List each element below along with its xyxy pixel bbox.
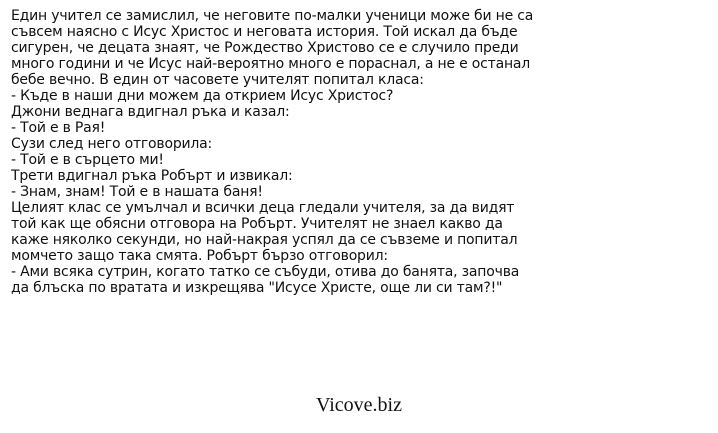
joke-line: Трети вдигнал ръка Робърт и извикал:: [11, 168, 293, 184]
joke-line: той как ще обясни отговора на Робърт. Учителят не знаел какво да: [11, 216, 503, 232]
joke-line: момчето защо така смята. Робърт бързо отговорил:: [11, 248, 388, 264]
site-watermark: Vicove.biz: [316, 394, 402, 416]
joke-line: сигурен, че децата знаят, че Рождество Христово се е случило преди: [11, 40, 519, 56]
joke-line: съвсем наясно с Исус Христос и неговата история. Той искал да бъде: [11, 24, 518, 40]
joke-line: - Къде в наши дни можем да открием Исус Христос?: [11, 88, 394, 104]
joke-line: - Знам, знам! Той е в нашата баня!: [11, 184, 263, 200]
joke-line: каже няколко секунди, но най-накрая успял да се съвземе и попитал: [11, 232, 518, 248]
joke-line: - Той е в Рая!: [11, 120, 106, 136]
joke-text: [11, 8, 711, 296]
joke-line: Сузи след него отговорила:: [11, 136, 213, 152]
joke-line: Един учител се замислил, че неговите по-малки ученици може би не са: [11, 8, 534, 24]
joke-line: - Той е в сърцето ми!: [11, 152, 164, 168]
joke-line: бебе вечно. В един от часовете учителят попитал класа:: [11, 72, 424, 88]
joke-line: Джони веднага вдигнал ръка и казал:: [11, 104, 290, 120]
joke-line: да блъска по вратата и изкрещява "Исусе Христе, още ли си там?!": [11, 280, 503, 296]
joke-line: много години и че Исус най-вероятно много е пораснал, а не е останал: [11, 56, 531, 72]
joke-line: - Ами всяка сутрин, когато татко се събуди, отива до банята, започва: [11, 264, 520, 280]
joke-line: Целият клас се умълчал и всички деца гледали учителя, за да видят: [11, 200, 515, 216]
